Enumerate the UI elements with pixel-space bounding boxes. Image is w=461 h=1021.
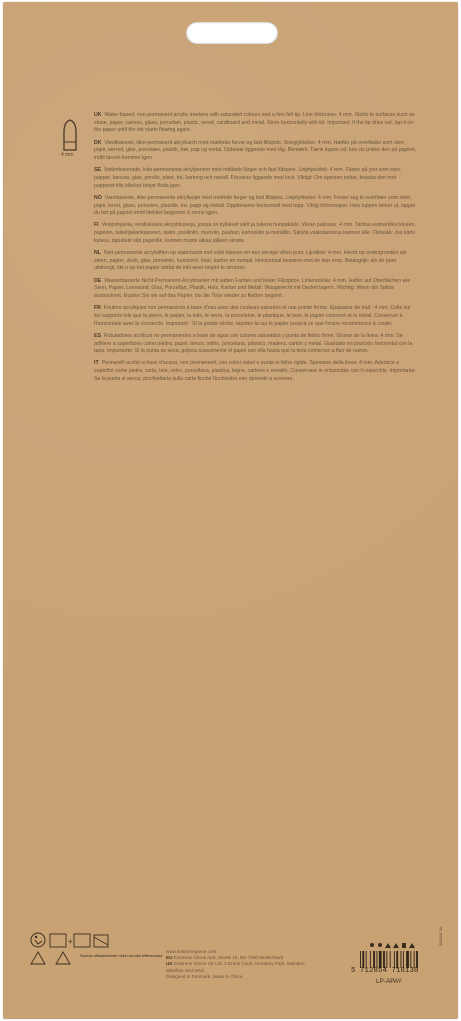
language-code: ES: [94, 332, 101, 339]
paragraph-nl: [94, 250, 416, 273]
marker-tip-icon: [58, 118, 82, 152]
barcode-bars: [360, 951, 418, 968]
paragraph-no: [94, 195, 416, 218]
side-code: 500054 3A: [438, 926, 443, 946]
paragraph-es: [94, 333, 416, 356]
thickness-label: 4 mm: [61, 152, 74, 158]
language-code: DK: [94, 139, 102, 146]
paragraph-fr: [94, 305, 416, 328]
ean-number: 5 712854 716130: [351, 967, 419, 975]
language-code: NL: [94, 250, 101, 257]
uk-text: Sostrene Grene UK Ltd, 2 Brook Court, Kembrey Park, Swindon, Wiltshire SN2 8AD: [166, 961, 306, 973]
paragraph-text: Vattenbaserade, icke-permanenta akrylpennor med mättade färger och fast filtspets. Linjetjocklek: 4 mm. Fäster på ytor som sten, papper, kanvas, glas, porslin, plast, trä, kartong och metall. Förvaras liggande med lock. Viktigt: Om spetsen torkar, knacka den mot papperet tills bläcket börjar flöda igen.: [94, 167, 402, 189]
hang-hole: [186, 22, 278, 44]
language-code: DE: [94, 277, 102, 284]
paragraph-text: Vandbaseret, ikke-permanent akryltusch med mættede farver og fast filtspids. Stregtykkelse: 4 mm. Hæfter på overflader som sten, papir, lærred, glas, porcelæn, plastik, træ, pap og metal. Opbevar liggende med låg. Bemærk: Tænk tippen ud, kan du prikke den på papiret, indtil farven kommer igen.: [94, 139, 416, 162]
recycling-text: Scatola affidabilmente nella raccolta differenziata: [80, 954, 163, 958]
language-code: NO: [94, 194, 102, 201]
paragraph-uk: [94, 112, 416, 135]
paragraph-text: Feutres acryliques non permanents à base d'eau avec des couleurs saturées et une pointe ferme. Épaisseur de trait : 4 mm. Colle sur les supports tels que la pierre, le papier, la toile, le verre, la porcelaine, le plastique, le bois, le papier cartonné et le métal. Conserver à l'horizontale avec le couvercle. Important : Si la pointe sèche, tapotez-la sur le papier jusqu'à ce que l'encre recommence à couler.: [94, 305, 411, 327]
paragraph-fi: [94, 222, 416, 245]
language-code: IT: [94, 360, 99, 367]
eu-text: Sostrene Grene ApS, Marsk 15, DE-7000 Musterstadt: [173, 955, 284, 961]
language-code: SE: [94, 167, 101, 174]
uk-address: [166, 961, 316, 973]
paragraph-text: Wasserbasierte Nicht-Permanent-Acrylmarker mit satten Farben und fester Filzspitze. Linienstärke: 4 mm. Haftet auf Oberflächen wie Stein, Papier, Leinwand, Glas, Porzellan, Plastik, Holz, Karton und Metall. Waagerecht mit Deckel lagern. Wichtig: Wenn die Spitze austrocknet, klopfen Sie sie auf das Papier, bis die Tinte wieder zu fließen beginnt.: [94, 277, 411, 300]
paragraph-text: Pennarelli acrilici a base d'acqua, non permanenti, con colori saturi e punta in feltro rigida. Spessore della linea: 4 mm. Aderisce a superfici come pietra, carta, tela, vetro, porcellana, plastica, legno, cartone e metallo. Conservare in orizzontale con il coperchio. Importante: Se la punta si secca, picchiettarla sulla carta finché l'inchiostro non riprende a scorrere.: [94, 360, 416, 382]
sorting-icon: [50, 934, 90, 947]
svg-text:+: +: [68, 937, 73, 946]
paragraph-text: Rotuladores acrílicos no permanentes a base de agua con colores saturados y punta de fieltro firme. Grosor de la línea: 4 mm. Se adhiere a superficies como piedra, papel, lienzo, vidrio, porcelana, plástico, madera, cartón y metal. Guárdalo en posición horizontal con la tapa. Importante: Si la punta se seca, golpea suavemente el papel con ella hasta que la tinta comience a fluir de nuevo.: [94, 332, 413, 355]
language-code: FI: [94, 222, 99, 229]
paragraph-text: Vesipohjaisia, vesiliukoisia akryylitusseja, joissa on kylläiset värit ja tukeva huopakärki. Viivan paksuus: 4 mm. Tarttuu esimerkiksi kiveen, paperiin, taiteilijakankaaseen, lasiin, posliiniin, muoviin, puuhun, kartonkiin ja metalliin. Säilytä vaakatasossa kannen alle. Tärkeää: Jos kärki kuivuu, taputtele sitä paperille, kunnes muste alkaa jälleen virrata.: [94, 222, 416, 244]
paragraph-it: [94, 360, 416, 383]
company-address: [166, 949, 316, 980]
tidyman-icon: [31, 933, 45, 947]
language-code: UK: [94, 112, 102, 118]
instructions-text: [94, 112, 416, 388]
origin: Designed in Denmark. Made in China.: [166, 973, 244, 979]
bin-icon: [94, 935, 108, 947]
paragraph-text: Niet-permanente acrylstiften op waterbasis met volle kleuren en een stevige vilten punt. Lijndikte: 4 mm. Hecht op ondergronden als steen, papier, doek, glas, porselein, kunststof, hout, karton en metaal. Horizontaal bewaren met de dop erop. Belangrijk: als de punt uitdroogt, tikt u op het papier totdat de inkt weer begint te stromen.: [94, 250, 407, 272]
recycling-icons: [28, 932, 163, 972]
paragraph-text: Vannbaserte, ikke-permanente akryltusjer med mettede farger og fast filtspiss. Linjetykkelse: 4 mm. Fester seg til overflater som stein, papir, lerret, glass, porselen, plastikk, tre, papp og metall. Oppbevares horisontalt med topp. Viktig informasjon: Hvis tuppen tørker ut, tapper du lett på papiret inntil blekket begynner å renne igjen.: [94, 194, 416, 217]
product-reference: LP-APAY: [376, 978, 403, 985]
barcode-header-icons: [370, 943, 415, 948]
eu-code: EU: [166, 955, 173, 961]
uk-code: UK: [166, 961, 173, 967]
paragraph-dk: [94, 140, 416, 163]
paragraph-text: Water-based, non-permanent acrylic markers with saturated colours and a firm felt tip. Line thickness: 4 mm. Sticks to surfaces such as stone, paper, canvas, glass, porcelain, plastic, wood, cardboard and metal. Store horizontally with lid. Important: If the tip dries out, tap it on the paper until the ink starts flowing again.: [94, 112, 415, 134]
language-code: FR: [94, 305, 101, 312]
website: www.sostrenegrene.com: [166, 949, 217, 954]
recycle-triangle-icon: [31, 952, 70, 964]
paragraph-se: [94, 167, 416, 190]
paragraph-de: [94, 278, 416, 301]
